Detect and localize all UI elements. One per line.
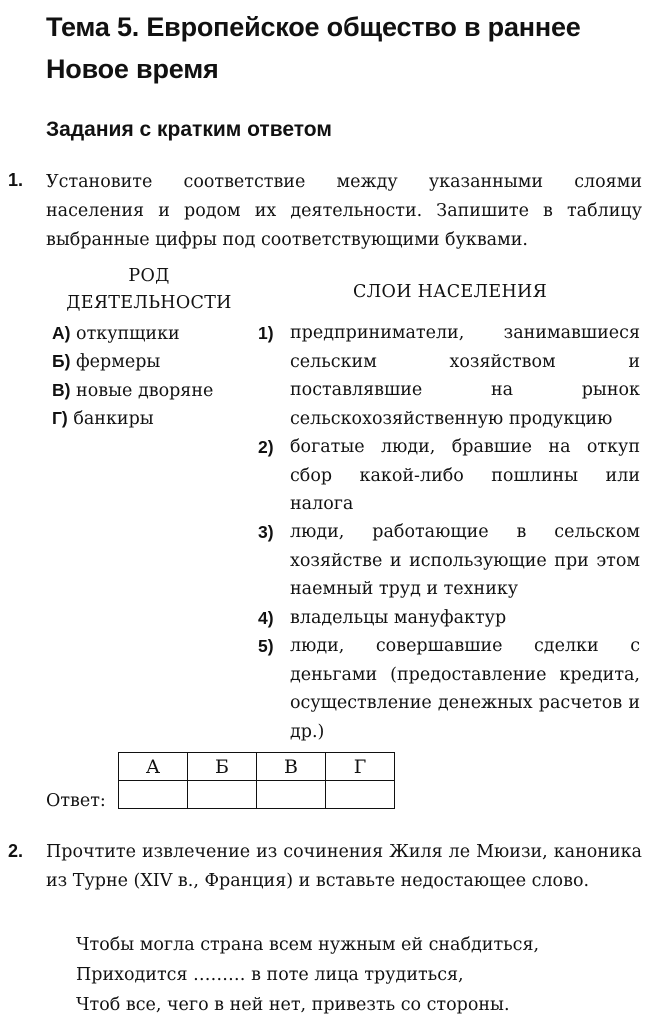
definition-num: 2) [258,437,274,457]
definition-3-number [258,518,274,548]
definition-1-number [258,319,274,349]
definition-num: 1) [258,323,274,343]
answer-col-a: А [119,753,188,781]
definition-2: богатые люди, бравшие на откуп сбор какой-либо пошлины или налога [290,437,640,515]
option-a [52,319,180,349]
answer-cell-v[interactable] [257,781,326,809]
definition-4-number [258,604,274,634]
section-subtitle: Задания с кратким ответом [46,118,332,141]
definition-num: 4) [258,608,274,628]
option-letter: Г) [52,408,68,428]
answer-col-g: Г [326,753,395,781]
verse-line-2: Приходится ……… в поте лица трудиться, [76,965,464,985]
definition-5: люди, совершавшие сделки с деньгами (предоставление кредита, осуществление денежных расчетов и др.) [290,636,640,743]
definition-2-number [258,433,274,463]
option-g [52,404,154,434]
question-1-text: Установите соответствие между указанными слоями населения и родом их деятельности. Запишите в таблицу выбранные цифры под соответствующими буквами. [46,172,642,250]
answer-label: Ответ: [46,791,106,811]
answer-col-v: В [257,753,326,781]
question-1-number: 1. [8,170,24,190]
option-letter: Б) [52,351,71,371]
question-2-number: 2. [8,841,24,861]
answer-header-row [119,753,395,781]
answer-cell-b[interactable] [188,781,257,809]
definition-4: владельцы мануфактур [290,608,507,628]
definition-1: предприниматели, занимавшиеся сельским хозяйством и поставлявшие на рынок сельскохозяйственную продукцию [290,323,640,430]
left-header-line1: РОД [128,266,170,286]
option-letter: А) [52,323,71,343]
right-column-header: СЛОИ НАСЕЛЕНИЯ [352,282,548,302]
option-v [52,376,213,406]
option-b [52,347,160,377]
left-header-line2: ДЕЯТЕЛЬНОСТИ [66,293,232,313]
left-column-header [54,263,244,317]
option-letter: В) [52,380,71,400]
question-2-text: Прочтите извлечение из сочинения Жиля ле Мюизи, каноника из Турне (XIV в., Франция) и вставьте недостающее слово. [46,842,642,891]
option-text: новые дворяне [76,381,214,401]
verse-line-1: Чтобы могла страна всем нужным ей снабдиться, [76,935,540,955]
answer-col-b: Б [188,753,257,781]
option-text: банкиры [73,409,154,429]
option-text: откупщики [76,324,180,344]
definition-3: люди, работающие в сельском хозяйстве и использующие при этом наемный труд и технику [290,522,640,600]
answer-cell-g[interactable] [326,781,395,809]
answer-table [118,752,395,809]
verse-line-3: Чтоб все, чего в ней нет, привезть со стороны. [76,995,510,1015]
definition-num: 5) [258,636,274,656]
option-text: фермеры [75,352,161,372]
answer-cell-a[interactable] [119,781,188,809]
definition-5-number [258,632,274,662]
answer-input-row [119,781,395,809]
page-title: Тема 5. Европейское общество в раннее Новое время [46,12,581,84]
definition-num: 3) [258,522,274,542]
